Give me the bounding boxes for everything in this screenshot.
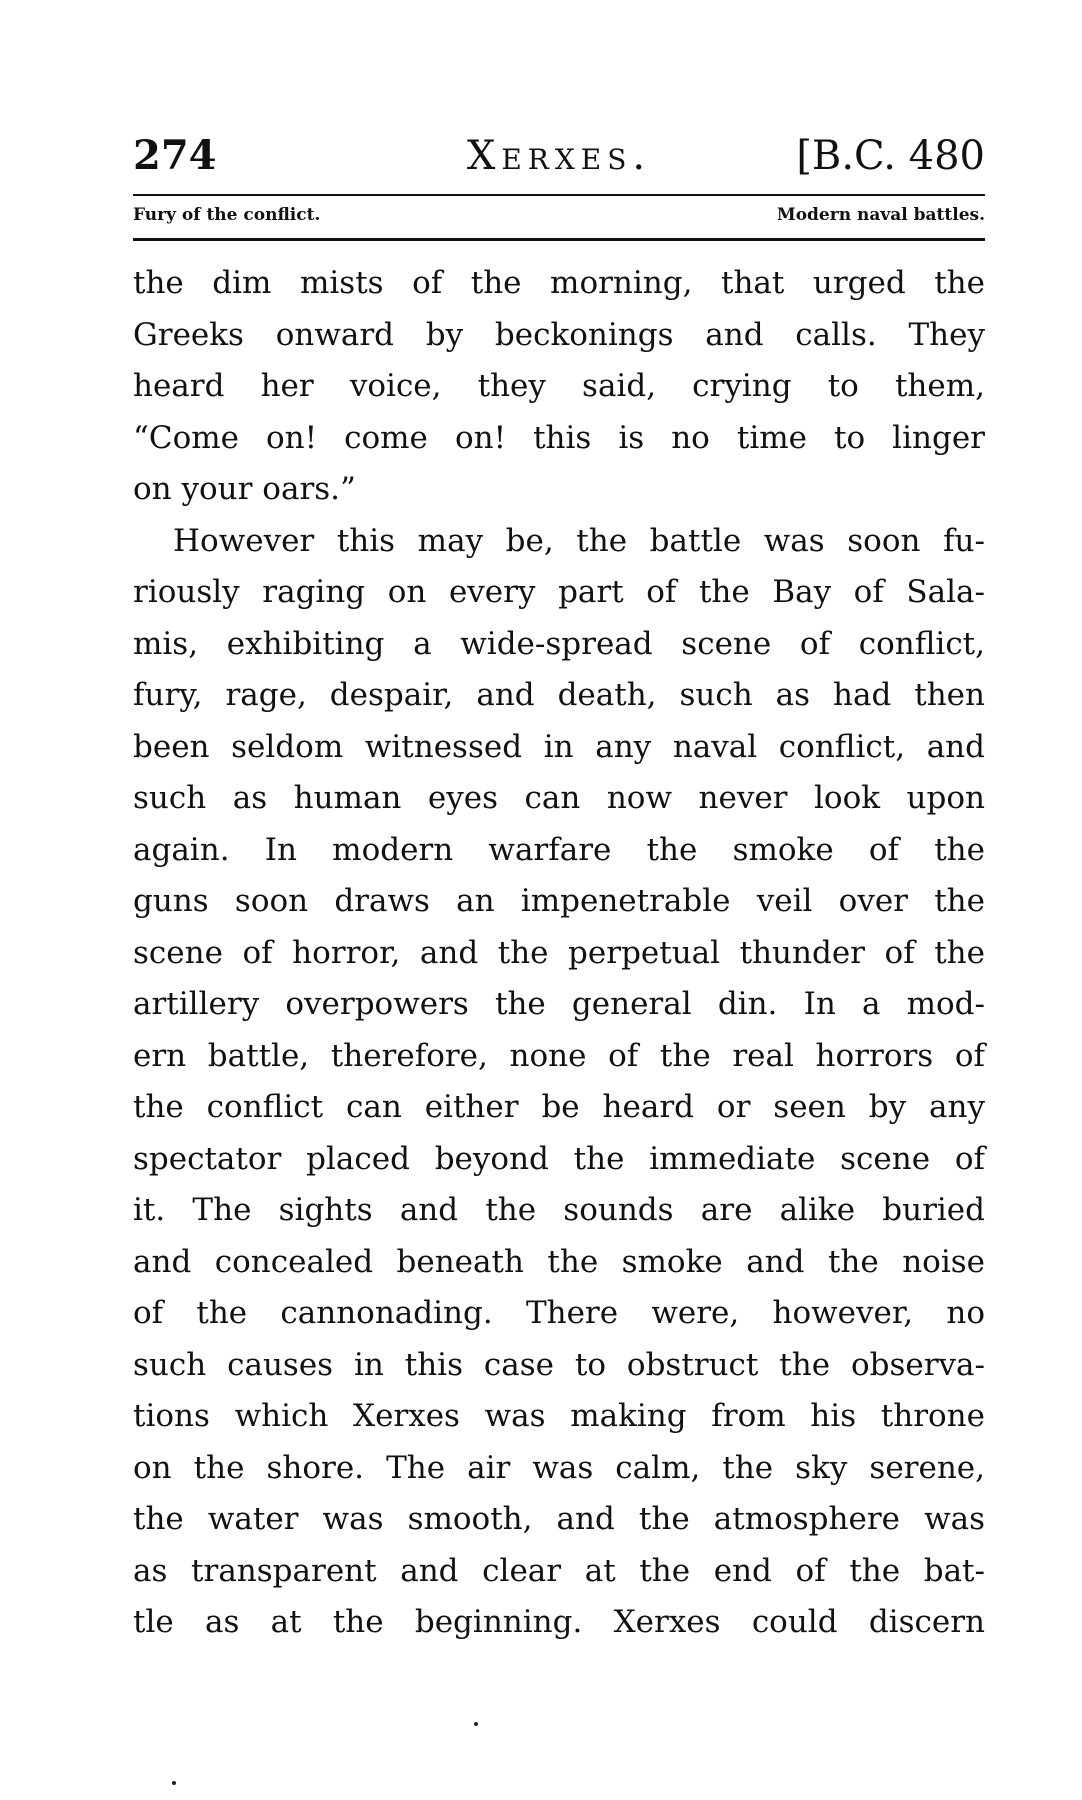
text-line: on your oars.” <box>133 471 356 507</box>
header-rule <box>133 194 985 196</box>
sidenote-left: Fury of the conflict. <box>133 205 321 225</box>
text-line: as transparent and clear at the end of the bat- <box>133 1552 985 1589</box>
sidenote-right: Modern naval battles. <box>776 205 985 225</box>
text-line: However this may be, the battle was soon fu- <box>173 522 985 559</box>
text-line: artillery overpowers the general din. In a mod- <box>133 986 985 1022</box>
text-line: of the cannonading. There were, however, no <box>133 1295 985 1331</box>
text-line: Greeks onward by beckonings and calls. They <box>133 316 985 353</box>
text-line: tions which Xerxes was making from his throne <box>133 1398 985 1434</box>
text-line: riously raging on every part of the Bay of Sala- <box>133 574 985 610</box>
text-line: been seldom witnessed in any naval conflict, and <box>133 728 985 765</box>
text-line: spectator placed beyond the immediate scene of <box>133 1140 985 1177</box>
running-title: Xerxes. <box>466 133 652 179</box>
text-line: it. The sights and the sounds are alike buried <box>133 1192 985 1228</box>
text-line: ern battle, therefore, none of the real horrors of <box>133 1037 985 1074</box>
text-line: and concealed beneath the smoke and the noise <box>133 1243 985 1280</box>
print-speck <box>172 1781 176 1785</box>
text-line: fury, rage, despair, and death, such as had then <box>133 677 985 713</box>
print-speck <box>474 1722 478 1726</box>
body-text <box>133 258 985 1649</box>
text-line: on the shore. The air was calm, the sky serene, <box>133 1449 985 1486</box>
sidenote-rule <box>133 238 985 241</box>
text-line: the water was smooth, and the atmosphere was <box>133 1501 985 1537</box>
text-line: the conflict can either be heard or seen by any <box>133 1089 985 1125</box>
text-line: heard her voice, they said, crying to them, <box>133 368 985 404</box>
date-range: [B.C. 480 <box>796 133 985 179</box>
text-line: “Come on! come on! this is no time to linger <box>133 419 985 456</box>
running-header <box>133 128 985 184</box>
text-line: the dim mists of the morning, that urged the <box>133 265 985 301</box>
text-line: such causes in this case to obstruct the observa- <box>133 1346 985 1383</box>
text-line: again. In modern warfare the smoke of the <box>133 831 985 868</box>
text-line: scene of horror, and the perpetual thunder of the <box>133 934 985 971</box>
text-line: such as human eyes can now never look upon <box>133 780 985 816</box>
text-line: mis, exhibiting a wide-spread scene of conflict, <box>133 625 985 662</box>
page-number: 274 <box>133 132 217 179</box>
sidenotes <box>133 200 985 230</box>
text-line: guns soon draws an impenetrable veil over the <box>133 883 985 919</box>
text-line: tle as at the beginning. Xerxes could discern <box>133 1604 985 1640</box>
